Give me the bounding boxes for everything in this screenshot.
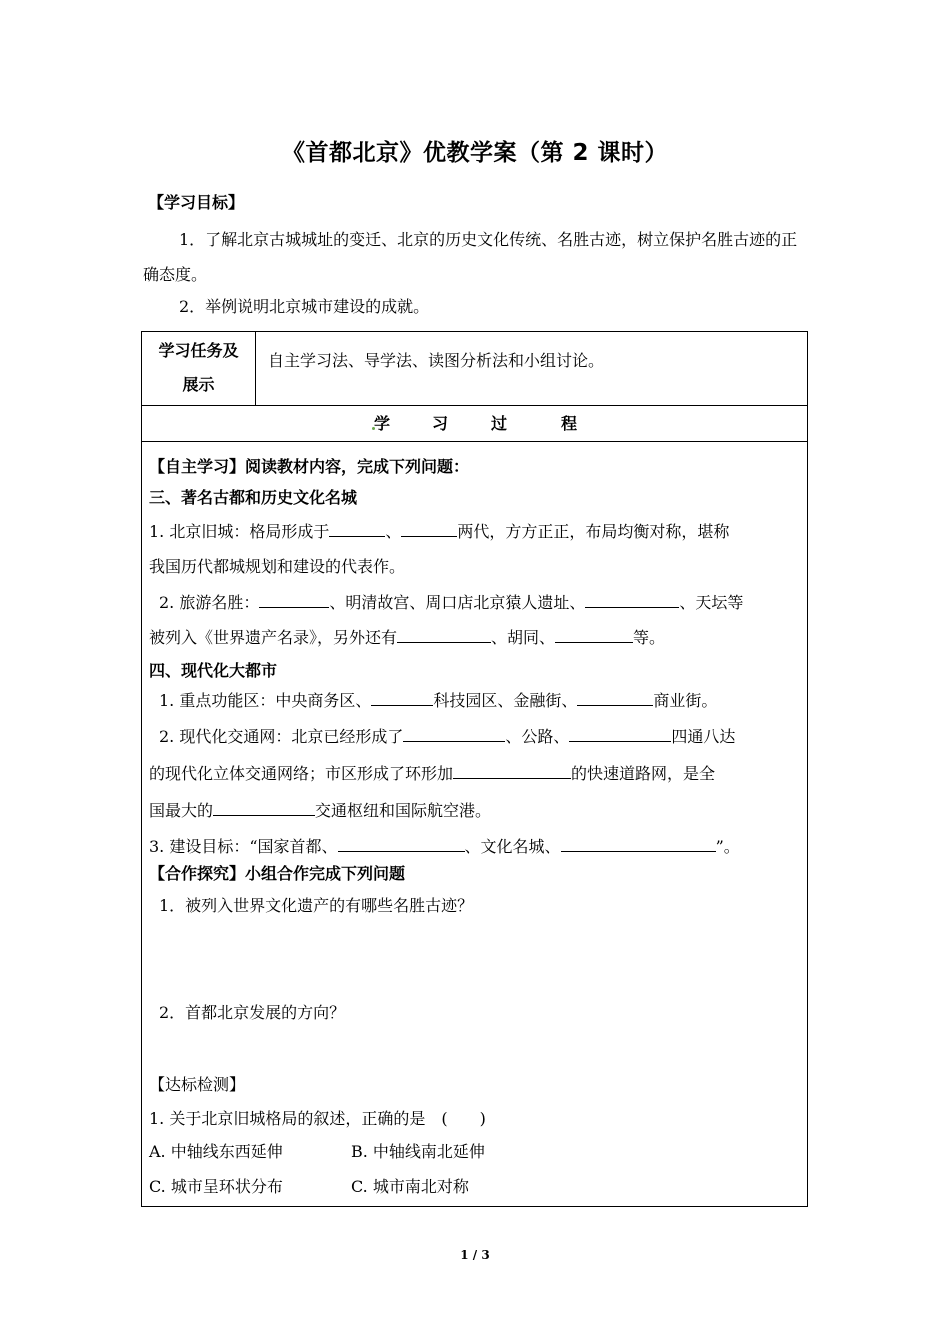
process-char-3: 过: [491, 414, 508, 433]
section-4-question-2-line-2: [149, 761, 715, 784]
section-4-question-3: [149, 834, 740, 857]
blank-field[interactable]: [569, 726, 671, 742]
blank-field[interactable]: [561, 836, 716, 852]
s4q1-text-c: 商业街。: [653, 691, 718, 710]
blank-field[interactable]: [577, 690, 653, 706]
cooperation-heading: 【合作探究】小组合作完成下列问题: [149, 864, 406, 883]
section-4-question-1: [159, 688, 717, 711]
blank-field[interactable]: [397, 627, 491, 643]
blank-field[interactable]: [453, 763, 571, 779]
q2-text-d: 被列入《世界遗产名录》，另外还有: [149, 628, 398, 647]
q1-text-c: 两代，方方正正，布局均衡对称，堪称: [457, 522, 730, 541]
s4q1-text-a: 1. 重点功能区：中央商务区、: [159, 691, 372, 710]
s4q2-text-e: 的快速道路网，是全: [571, 764, 716, 783]
assessment-question-1: 1. 关于北京旧城格局的叙述，正确的是 ( ): [149, 1109, 486, 1128]
question-1-line-2: 我国历代都城规划和建设的代表作。: [149, 557, 406, 576]
blank-field[interactable]: [213, 800, 315, 816]
s4q2-text-f: 国最大的: [149, 801, 214, 820]
blank-field[interactable]: [403, 726, 505, 742]
task-label-line-2: 展示: [182, 375, 215, 394]
task-label-line-1: 学习任务及: [158, 341, 239, 360]
process-char-2: 习: [432, 414, 449, 433]
cooperation-question-1: 1．被列入世界文化遗产的有哪些名胜古迹？: [159, 896, 474, 915]
option-a: A. 中轴线东西延伸: [149, 1142, 283, 1161]
section-4-heading: 四、现代化大都市: [149, 661, 278, 680]
blank-field[interactable]: [338, 836, 465, 852]
process-char-1: 学: [374, 414, 391, 433]
s4q2-text-c: 四通八达: [671, 727, 736, 746]
objective-item-2: 2．举例说明北京城市建设的成就。: [179, 297, 430, 316]
q2-text-c: 、天坛等: [679, 593, 744, 612]
q1-text-a: 1. 北京旧城：格局形成于: [149, 522, 330, 541]
question-2-line-1: [159, 590, 743, 613]
section-4-question-2-line-1: [159, 724, 735, 747]
task-label: [142, 332, 256, 405]
self-study-heading: 【自主学习】阅读教材内容，完成下列问题：: [149, 457, 470, 476]
question-1-line-1: [149, 519, 729, 542]
q1-text-b: 、: [385, 522, 402, 541]
s4q3-text-b: 、文化名城、: [464, 837, 561, 856]
task-row: [142, 332, 807, 406]
s4q3-text-a: 3. 建设目标：“国家首都、: [149, 837, 338, 856]
s4q2-text-g: 交通枢纽和国际航空港。: [315, 801, 492, 820]
process-char-4: 程: [561, 414, 578, 433]
section-4-question-2-line-3: [149, 798, 491, 821]
q2-text-e: 、胡同、: [491, 628, 556, 647]
document-title: 《首都北京》优教学案（第 2 课时）: [281, 140, 669, 166]
blank-field[interactable]: [329, 521, 385, 537]
option-c: C. 城市呈环状分布: [149, 1177, 283, 1196]
q2-text-a: 2. 旅游名胜：: [159, 593, 260, 612]
s4q2-text-b: 、公路、: [505, 727, 570, 746]
s4q2-text-a: 2. 现代化交通网：北京已经形成了: [159, 727, 404, 746]
s4q3-text-c: ”。: [715, 837, 740, 856]
objective-item-1: 1．了解北京古城城址的变迁、北京的历史文化传统、名胜古迹，树立保护名胜古迹的正确态度。: [143, 230, 798, 284]
assessment-heading: 【达标检测】: [149, 1075, 246, 1094]
option-b: B. 中轴线南北延伸: [351, 1142, 485, 1161]
task-value: 自主学习法、导学法、读图分析法和小组讨论。: [268, 351, 605, 370]
page-number: 1 / 3: [460, 1248, 490, 1262]
s4q2-text-d: 的现代化立体交通网络；市区形成了环形加: [149, 764, 454, 783]
blank-field[interactable]: [259, 592, 329, 608]
q2-text-f: 等。: [633, 628, 666, 647]
blank-field[interactable]: [555, 627, 633, 643]
blank-field[interactable]: [585, 592, 679, 608]
q2-text-b: 、明清故宫、周口店北京猿人遗址、: [329, 593, 586, 612]
objectives-heading: 【学习目标】: [148, 193, 245, 212]
blank-field[interactable]: [371, 690, 433, 706]
s4q1-text-b: 科技园区、金融街、: [433, 691, 578, 710]
process-header-row: [142, 405, 807, 442]
cooperation-question-2: 2．首都北京发展的方向？: [159, 1003, 346, 1022]
option-d: C. 城市南北对称: [351, 1177, 469, 1196]
lesson-table: [141, 331, 808, 1207]
section-3-heading: 三、著名古都和历史文化名城: [149, 488, 358, 507]
question-2-line-2: [149, 625, 665, 648]
blank-field[interactable]: [401, 521, 457, 537]
